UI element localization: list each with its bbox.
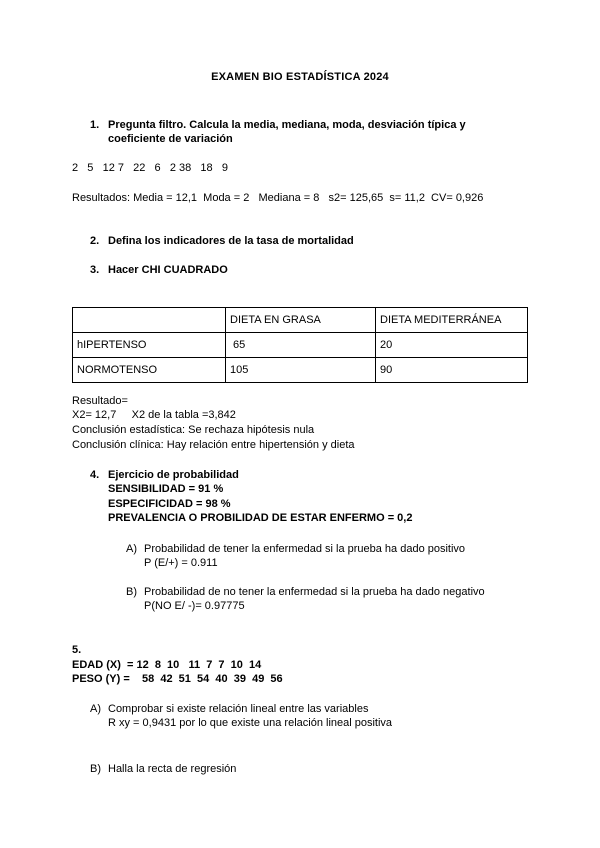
table-cell: hIPERTENSO [73, 333, 226, 358]
q1-results: Resultados: Media = 12,1 Moda = 2 Mediana = 8 s2= 125,65 s= 11,2 CV= 0,926 [72, 192, 484, 204]
page-title: EXAMEN BIO ESTADÍSTICA 2024 [211, 71, 389, 83]
q4-b-text: Probabilidad de no tener la enfermedad si la prueba ha dado negativo [144, 586, 485, 598]
q3-conclusion-clinical: Conclusión clínica: Hay relación entre hipertensión y dieta [72, 439, 355, 451]
q4-a-label: A) [126, 543, 137, 555]
table-row [73, 333, 528, 358]
q4-b-answer: P(NO E/ -)= 0.97775 [144, 600, 245, 612]
q4-a-text: Probabilidad de tener la enfermedad si la prueba ha dado positivo [144, 543, 466, 555]
q2-number: 2. [90, 235, 100, 247]
table-cell: 105 [226, 358, 376, 383]
q4-sensitivity: SENSIBILIDAD = 91 % [108, 483, 224, 495]
q5-number: 5. [72, 644, 82, 656]
q1-data-values: 2 5 12 7 22 6 2 38 18 9 [72, 162, 228, 174]
q1-number: 1. [90, 119, 100, 131]
table-header-row [73, 308, 528, 333]
q3-result-values: X2= 12,7 X2 de la tabla =3,842 [72, 409, 236, 421]
chi-square-table [72, 307, 528, 383]
table-cell: 65 [226, 333, 376, 358]
q4-prevalence: PREVALENCIA O PROBILIDAD DE ESTAR ENFERMO = 0,2 [108, 512, 413, 524]
q5-a-label: A) [90, 703, 101, 715]
q1-text-line2: coeficiente de variación [108, 133, 233, 145]
q5-a-text: Comprobar si existe relación lineal entre las variables [108, 703, 369, 715]
table-header-cell: DIETA MEDITERRÁNEA [376, 308, 528, 333]
q3-number: 3. [90, 264, 100, 276]
q3-result-label: Resultado= [72, 395, 128, 407]
q5-a-answer: R xy = 0,9431 por lo que existe una relación lineal positiva [108, 717, 393, 729]
q2-text: Defina los indicadores de la tasa de mortalidad [108, 235, 354, 247]
table-header-cell: DIETA EN GRASA [226, 308, 376, 333]
table-header-cell [73, 308, 226, 333]
q4-b-label: B) [126, 586, 137, 598]
q4-a-answer: P (E/+) = 0.911 [144, 557, 218, 569]
q5-peso: PESO (Y) = 58 42 51 54 40 39 49 56 [72, 673, 283, 685]
q3-conclusion-statistical: Conclusión estadística: Se rechaza hipótesis nula [72, 424, 315, 436]
q5-b-label: B) [90, 763, 101, 775]
q4-title: Ejercicio de probabilidad [108, 469, 239, 481]
table-cell: 90 [376, 358, 528, 383]
table-row [73, 358, 528, 383]
table-cell: 20 [376, 333, 528, 358]
q4-number: 4. [90, 469, 100, 481]
q1-text-line1: Pregunta filtro. Calcula la media, mediana, moda, desviación típica y [108, 119, 466, 131]
q3-text: Hacer CHI CUADRADO [108, 264, 228, 276]
q4-specificity: ESPECIFICIDAD = 98 % [108, 498, 231, 510]
table-cell: NORMOTENSO [73, 358, 226, 383]
q5-edad: EDAD (X) = 12 8 10 11 7 7 10 14 [72, 659, 262, 671]
q5-b-text: Halla la recta de regresión [108, 763, 237, 775]
